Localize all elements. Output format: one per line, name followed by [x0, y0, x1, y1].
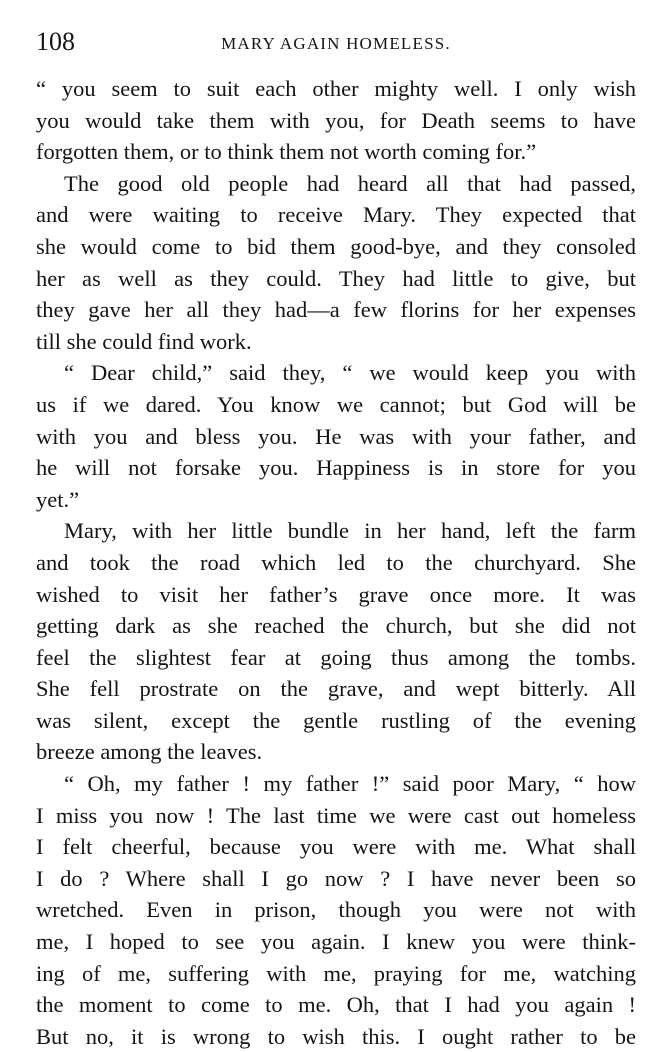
text-line: wished to visit her father’s grave once more. It was [36, 581, 636, 607]
text-line: the moment to come to me. Oh, that I had you again ! [36, 992, 636, 1018]
text-line: with you and bless you. He was with your father, and [36, 423, 636, 449]
text-line: “ you seem to suit each other mighty well. I only wish [36, 76, 636, 101]
text-line: breeze among the leaves. [36, 739, 263, 765]
text-line: “ Dear child,” said they, “ we would keep you with [64, 360, 636, 386]
text-line: I felt cheerful, because you were with me. What shall [36, 834, 636, 860]
text-line: I do ? Where shall I go now ? I have never been so [36, 865, 636, 891]
text-line: Mary, with her little bundle in her hand, left the farm [64, 518, 636, 544]
text-line: us if we dared. You know we cannot; but God will be [36, 391, 636, 417]
text-line: was silent, except the gentle rustling of the evening [36, 707, 636, 733]
text-line: and were waiting to receive Mary. They expected that [36, 202, 636, 228]
text-line: they gave her all they had—a few florins for her expenses [36, 297, 636, 323]
text-line: till she could find work. [36, 328, 252, 354]
text-line: ing of me, suffering with me, praying for me, watching [36, 960, 636, 986]
text-line: she would come to bid them good-bye, and they consoled [36, 233, 636, 259]
text-line: But no, it is wrong to wish this. I ought rather to be [36, 1023, 636, 1049]
text-line: her as well as they could. They had little to give, but [36, 265, 636, 291]
text-line: me, I hoped to see you again. I knew you were think- [36, 929, 636, 955]
text-line: She fell prostrate on the grave, and wept bitterly. All [36, 676, 636, 702]
text-line: The good old people had heard all that had passed, [64, 170, 636, 196]
text-line: wretched. Even in prison, though you were not with [36, 897, 636, 923]
text-line: “ Oh, my father ! my father !” said poor Mary, “ how [64, 771, 636, 797]
text-line: feel the slightest fear at going thus among the tombs. [36, 644, 636, 670]
page-header [36, 26, 636, 58]
text-line: you would take them with you, for Death seems to have [36, 107, 636, 133]
body-text [36, 73, 636, 1052]
text-line: yet.” [36, 486, 80, 512]
text-line: and took the road which led to the churchyard. She [36, 549, 636, 575]
text-line: getting dark as she reached the church, but she did not [36, 613, 636, 639]
text-line: forgotten them, or to think them not worth coming for.” [36, 139, 537, 165]
running-title: MARY AGAIN HOMELESS. [221, 34, 451, 53]
text-line: I miss you now ! The last time we were cast out homeless [36, 802, 636, 828]
text-line: he will not forsake you. Happiness is in store for you [36, 455, 636, 481]
page-number: 108 [36, 27, 75, 56]
